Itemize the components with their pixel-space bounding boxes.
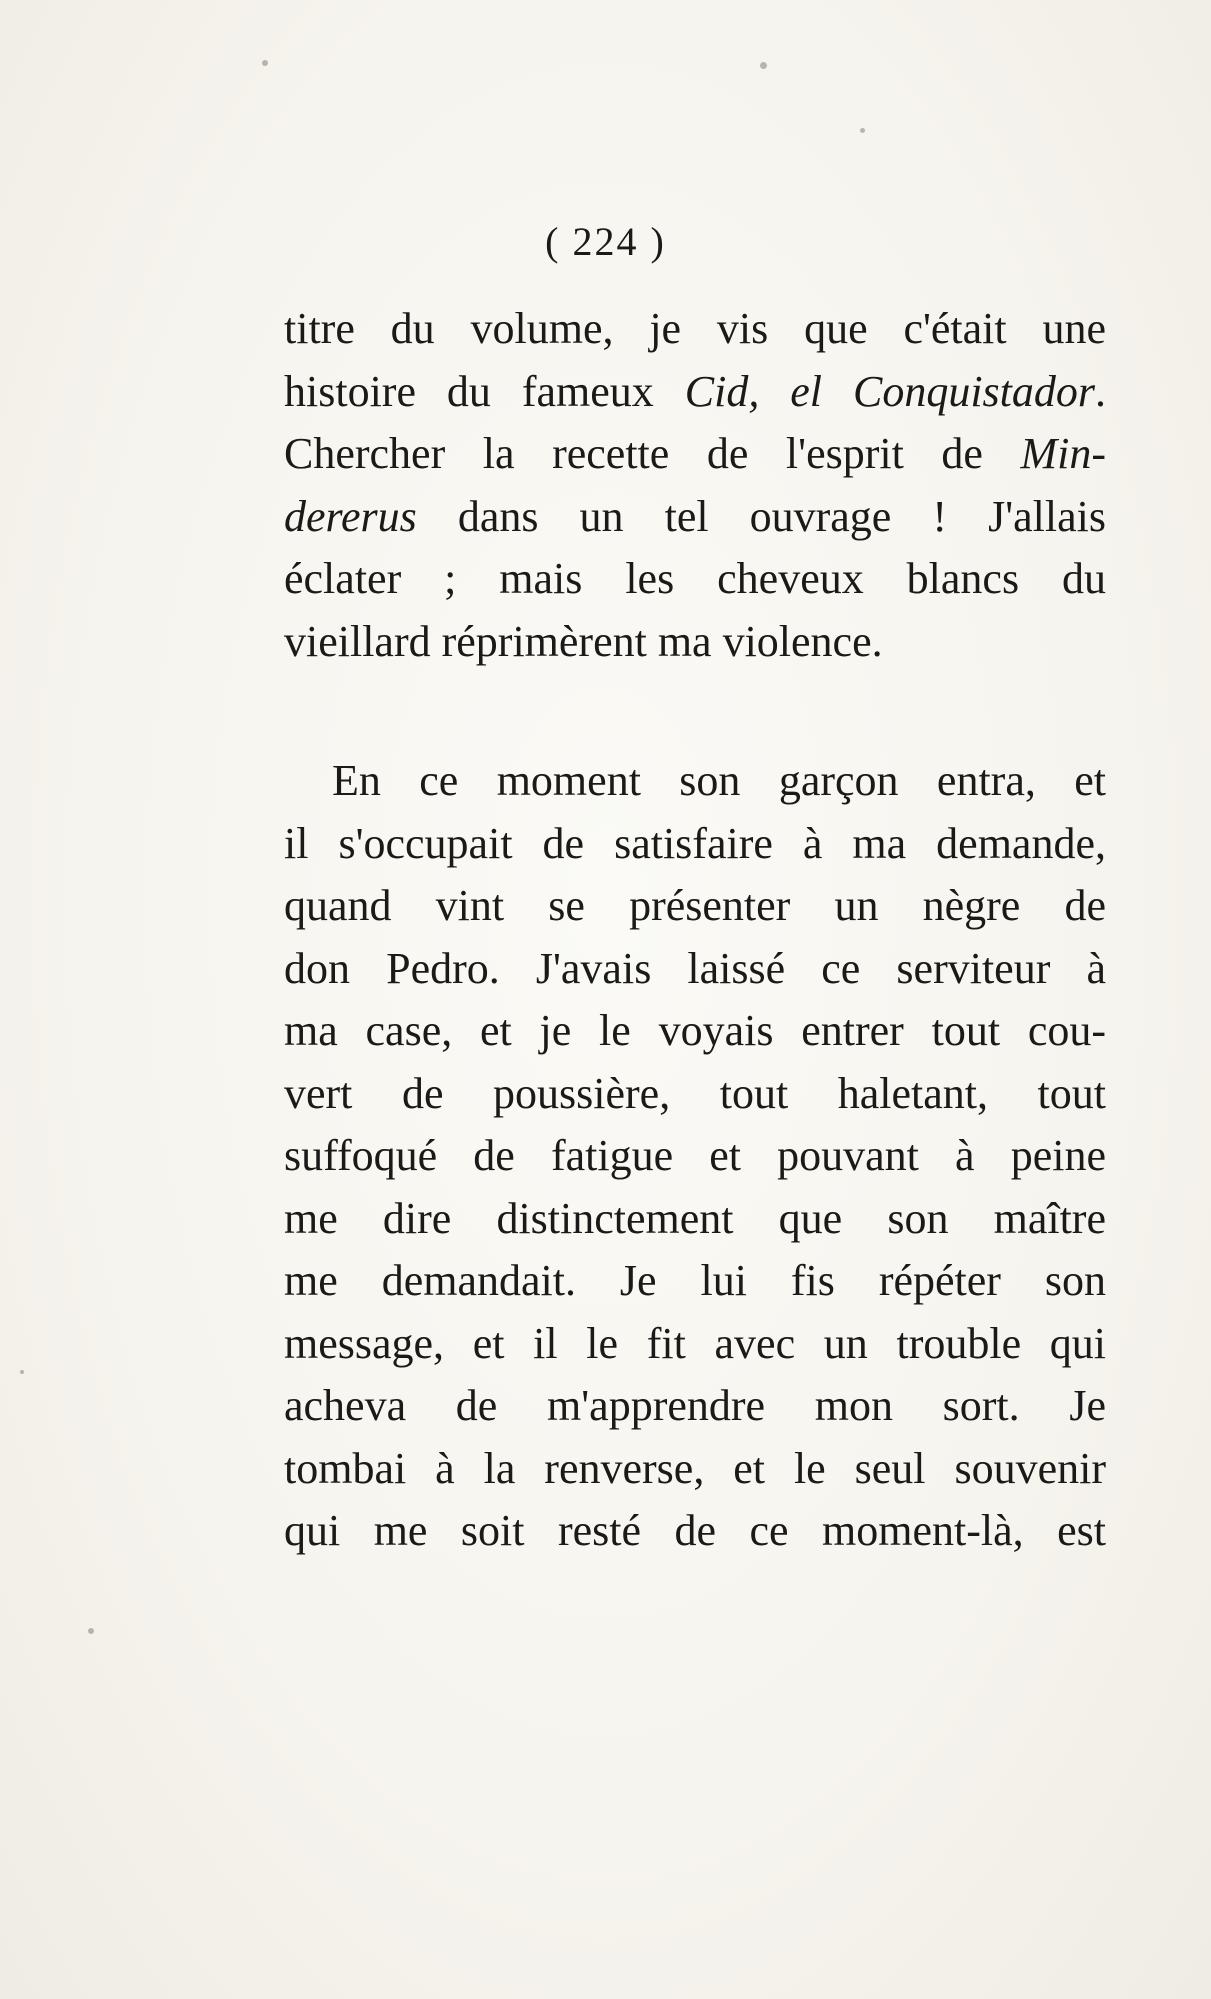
- paragraph-2: [284, 750, 1106, 1563]
- text-line: histoire du fameux Cid, el Conquistador.: [284, 366, 1107, 416]
- text-line: titre du volume, je vis que c'était une: [284, 304, 1106, 353]
- paper-speck: [262, 60, 268, 66]
- paper-speck: [760, 62, 767, 69]
- italic-text: Min-: [1020, 429, 1106, 478]
- text-line: don Pedro. J'avais laissé ce serviteur à: [284, 943, 1106, 993]
- paper-speck: [20, 1370, 24, 1374]
- text-line: il s'occupait de satisfaire à ma demande,: [284, 818, 1106, 868]
- text-line: En ce moment son garçon entra, et: [332, 756, 1106, 805]
- italic-text: el Conquistador: [790, 366, 1096, 416]
- text-line: me dire distinctement que son maître: [284, 1193, 1106, 1243]
- text-line: ma case, et je le voyais entrer tout cou-: [284, 1006, 1106, 1055]
- text-line: qui me soit resté de ce moment-là, est: [284, 1506, 1106, 1555]
- text-line: acheva de m'apprendre mon sort. Je: [284, 1381, 1106, 1430]
- text-line: vert de poussière, tout haletant, tout: [284, 1068, 1106, 1118]
- paper-speck: [860, 128, 865, 133]
- text-line: tombai à la renverse, et le seul souvenir: [284, 1443, 1106, 1493]
- text-line: suffoqué de fatigue et pouvant à peine: [284, 1131, 1106, 1180]
- paper-speck: [88, 1628, 94, 1634]
- italic-text: Cid,: [684, 366, 760, 416]
- text-line: vieillard réprimèrent ma violence.: [284, 616, 883, 666]
- text-line: quand vint se présenter un nègre de: [284, 881, 1106, 930]
- paragraph-1: [284, 298, 1106, 673]
- text-line: dererus dans un tel ouvrage ! J'allais: [284, 491, 1106, 541]
- italic-text: dererus: [284, 491, 417, 541]
- text-line: message, et il le fit avec un trouble qui: [284, 1318, 1106, 1368]
- page-number: ( 224 ): [545, 219, 666, 264]
- text-line: éclater ; mais les cheveux blancs du: [284, 554, 1106, 603]
- text-line: me demandait. Je lui fis répéter son: [284, 1256, 1106, 1305]
- text-line: Chercher la recette de l'esprit de Min-: [284, 429, 1106, 478]
